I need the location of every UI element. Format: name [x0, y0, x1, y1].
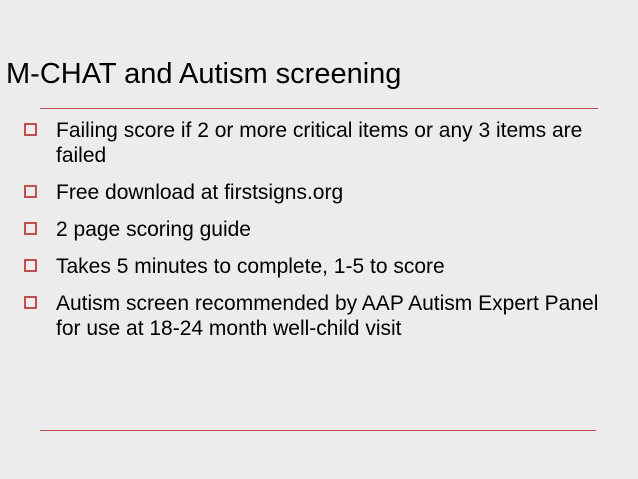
bullet-text: Autism screen recommended by AAP Autism Expert Panel for use at 18-24 month well-child visit: [56, 292, 599, 340]
slide-title: M-CHAT and Autism screening: [6, 58, 402, 90]
top-divider: [40, 108, 598, 109]
hollow-square-icon: [24, 123, 37, 136]
bottom-divider: [40, 430, 596, 431]
bullet-text: 2 page scoring guide: [56, 218, 251, 241]
hollow-square-icon: [24, 296, 37, 309]
bullet-text: Takes 5 minutes to complete, 1-5 to score: [56, 255, 445, 278]
bullet-item: [22, 217, 622, 242]
bullet-list: [22, 118, 622, 353]
hollow-square-icon: [24, 222, 37, 235]
bullet-item: [22, 291, 622, 341]
bullet-item: [22, 180, 622, 205]
hollow-square-icon: [24, 185, 37, 198]
bullet-item: [22, 254, 622, 279]
hollow-square-icon: [24, 259, 37, 272]
bullet-text: Free download at firstsigns.org: [56, 181, 344, 204]
bullet-text: Failing score if 2 or more critical items or any 3 items are failed: [56, 119, 583, 167]
bullet-item: [22, 118, 622, 168]
